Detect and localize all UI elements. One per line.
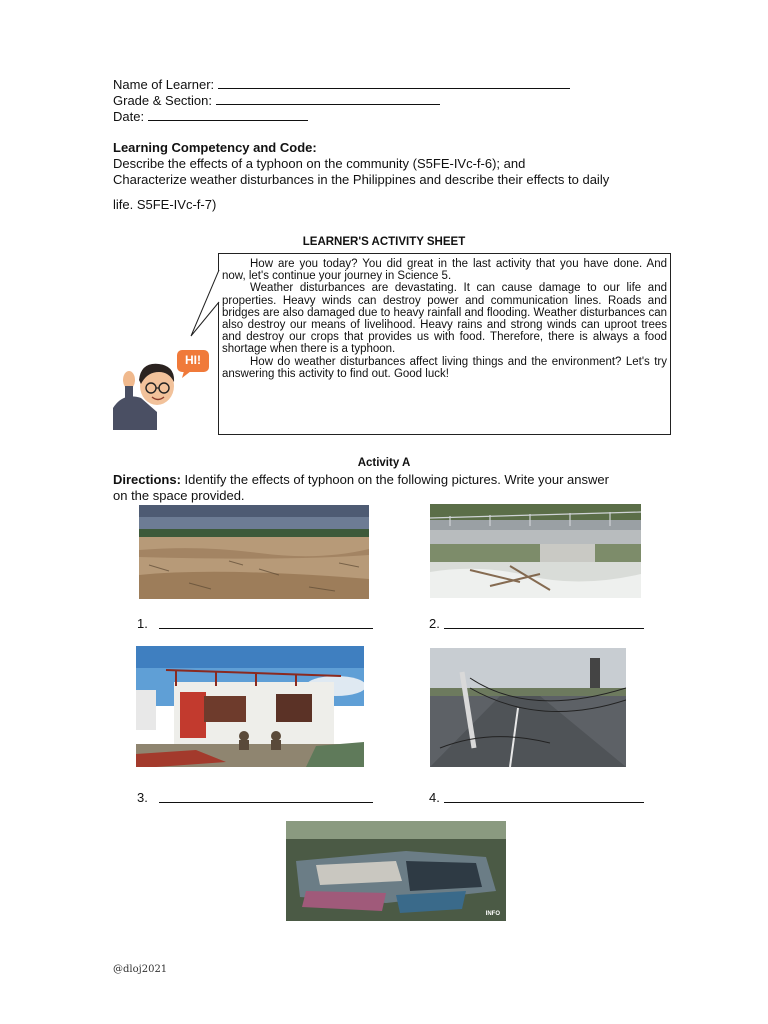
answer-2-line[interactable] [444, 628, 644, 629]
answer-1-number: 1. [137, 616, 148, 631]
speech-paragraph-2: Weather disturbances are devastating. It can cause damage to our life and properties. Heavy winds can destroy power and communication lines. Roads and bridges are also damaged due to heavy rainfall and flooding. Weather disturbances can also destroy our means of livelihood. Heavy rains and strong winds can uproot trees and destroy our crops that provides us with food. Therefore, there is always a food shortage when there is a typhoon. [222, 282, 667, 356]
directions-line-1 [113, 472, 609, 488]
competency-line-3: life. S5FE-IVc-f-7) [113, 197, 217, 212]
footer-handle: @dloj2021 [113, 964, 168, 975]
activity-title-text: Activity A [357, 457, 411, 469]
speech-text [222, 258, 667, 380]
date-blank[interactable] [148, 108, 308, 121]
learner-name-label: Name of Learner: [113, 77, 215, 92]
grade-section-label: Grade & Section: [113, 93, 212, 108]
competency-line-1: Describe the effects of a typhoon on the community (S5FE-IVc-f-6); and [113, 156, 526, 171]
activity-title [0, 457, 768, 470]
answer-4-line[interactable] [444, 802, 644, 803]
sheet-title [0, 236, 768, 249]
photo-flooded-field [139, 505, 369, 599]
photo-destroyed-house [136, 646, 364, 767]
learner-name-field [113, 76, 570, 93]
competency-line-2: Characterize weather disturbances in the Philippines and describe their effects to daily [113, 172, 610, 187]
sheet-title-text: LEARNER'S ACTIVITY SHEET [302, 236, 466, 248]
answer-3-number: 3. [137, 790, 148, 805]
answer-3-line[interactable] [159, 802, 373, 803]
speech-tail [190, 270, 222, 340]
learner-name-blank[interactable] [218, 76, 570, 89]
answer-1-line[interactable] [159, 628, 373, 629]
grade-section-field [113, 92, 440, 109]
photo-covered-victims [286, 821, 506, 921]
speech-paragraph-1: How are you today? You did great in the last activity that you have done. And now, let's continue your journey in Science 5. [222, 258, 667, 283]
answer-4-number: 4. [429, 790, 440, 805]
hi-badge-text: HI! [185, 353, 201, 367]
photo-damaged-bridge [430, 504, 641, 598]
grade-section-blank[interactable] [216, 92, 440, 105]
answer-2-number: 2. [429, 616, 440, 631]
speech-paragraph-3: How do weather disturbances affect living things and the environment? Let's try answering this activity to find out. Good luck! [222, 355, 667, 380]
photo-fallen-power-poles [430, 648, 626, 767]
date-label: Date: [113, 109, 145, 124]
competency-heading: Learning Competency and Code: [113, 140, 317, 155]
directions-label: Directions: [113, 472, 181, 487]
hi-badge [176, 349, 210, 379]
directions-text: Identify the effects of typhoon on the following pictures. Write your answer [180, 472, 609, 487]
date-field [113, 108, 308, 125]
photo-watermark: INFO [485, 911, 500, 917]
directions-line-2: on the space provided. [113, 488, 245, 503]
